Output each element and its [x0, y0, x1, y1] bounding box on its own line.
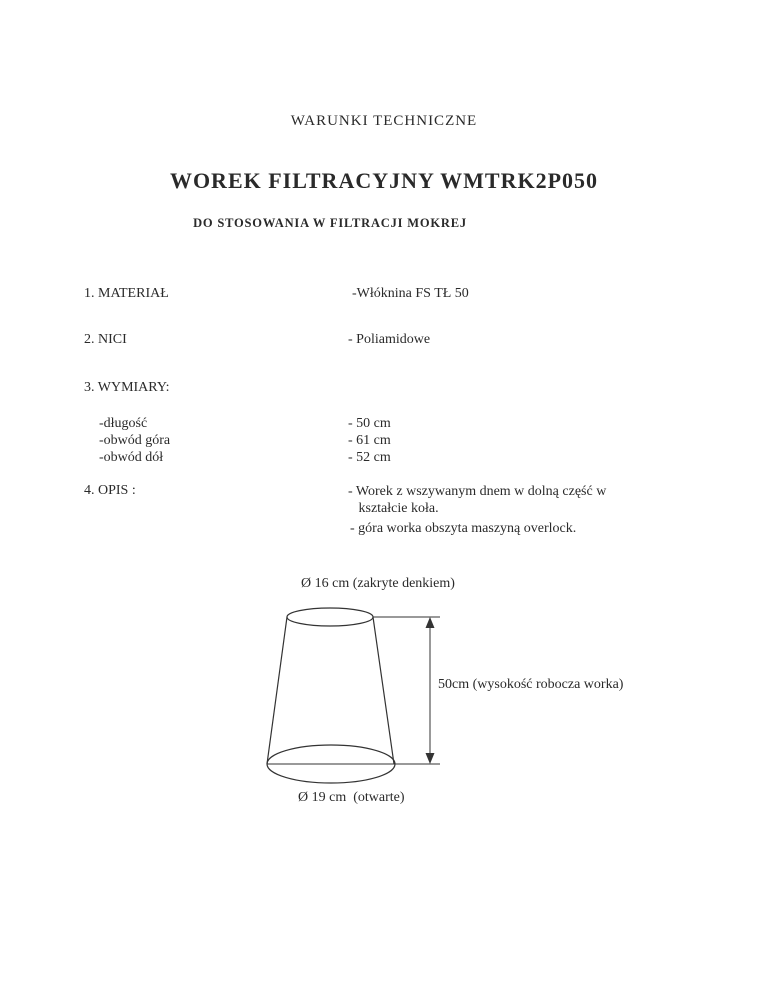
- document-subtitle: DO STOSOWANIA W FILTRACJI MOKREJ: [193, 216, 467, 230]
- opis-label: 4. OPIS :: [84, 483, 136, 498]
- wymiary-row-value: - 50 cm: [348, 416, 391, 431]
- arrow-up-icon: [426, 617, 435, 628]
- document-title: WOREK FILTRACYJNY WMTRK2P050: [169, 168, 599, 193]
- material-label: 1. MATERIAŁ: [84, 286, 169, 301]
- top-diameter-label: Ø 16 cm (zakryte denkiem): [301, 576, 455, 591]
- nici-value: - Poliamidowe: [348, 332, 431, 347]
- wymiary-row-value: - 61 cm: [348, 433, 391, 448]
- opis-line: - góra worka obszyta maszyną overlock.: [350, 521, 577, 536]
- wymiary-row-value: - 52 cm: [348, 450, 391, 465]
- arrow-down-icon: [426, 753, 435, 764]
- bottom-diameter-label: Ø 19 cm (otwarte): [298, 790, 405, 805]
- wymiary-label: 3. WYMIARY:: [84, 380, 170, 395]
- nici-label: 2. NICI: [84, 332, 127, 347]
- wymiary-row-name: -długość: [99, 416, 148, 431]
- bag-top-opening: [287, 608, 373, 626]
- bag-left-side: [267, 617, 287, 764]
- height-label: 50cm (wysokość robocza worka): [438, 677, 624, 692]
- opis-line: - Worek z wszywanym dnem w dolną część w: [348, 484, 607, 499]
- wymiary-row-name: -obwód dół: [99, 450, 164, 465]
- material-value: -Włóknina FS TŁ 50: [352, 286, 469, 301]
- bag-right-side: [373, 617, 394, 764]
- document-header-line: WARUNKI TECHNICZNE: [290, 113, 478, 129]
- opis-line: kształcie koła.: [348, 501, 439, 516]
- wymiary-row-name: -obwód góra: [99, 433, 171, 448]
